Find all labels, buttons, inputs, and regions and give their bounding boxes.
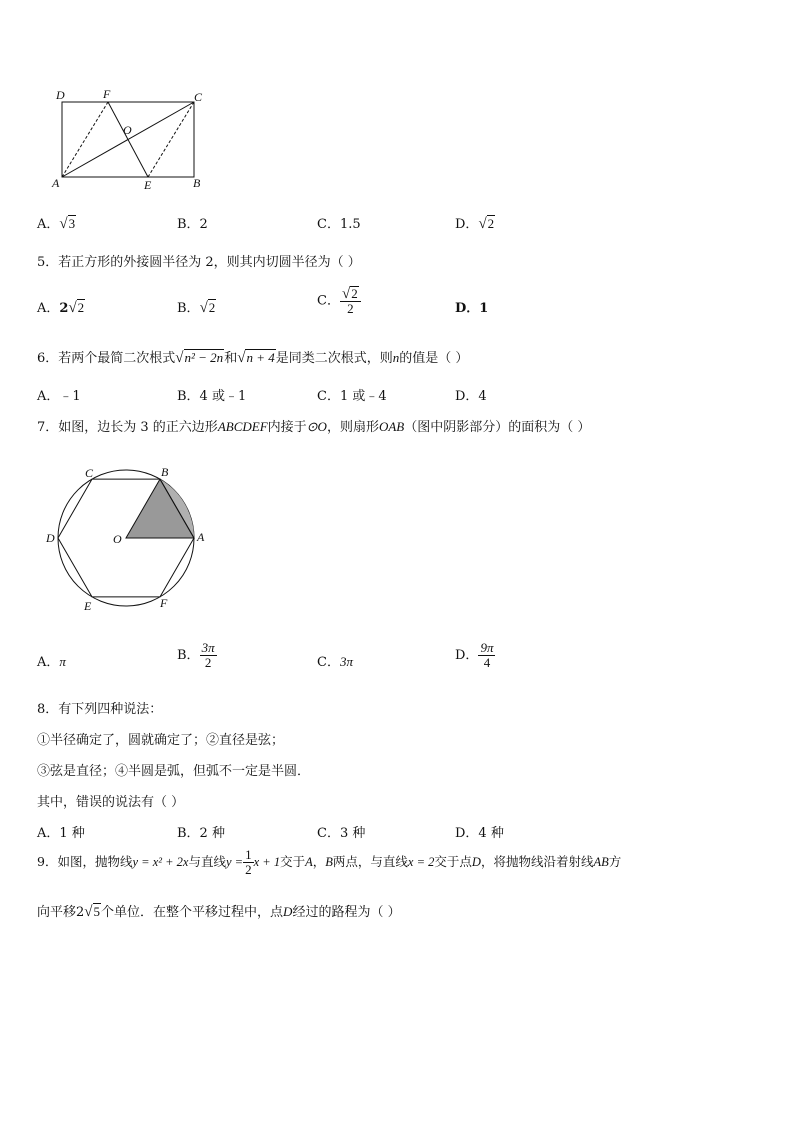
q9-ray-ab: AB: [593, 855, 609, 869]
q7-d-label: D．: [455, 648, 479, 663]
q4-a-radicand: 3: [68, 216, 76, 231]
q5-c-label: C．: [317, 293, 340, 309]
q6-radicand-2: n + 4: [246, 350, 275, 365]
q6-sqrt-1: √n² − 2n: [175, 350, 224, 366]
q5-a-coef: 2: [59, 301, 69, 316]
q8-option-a[interactable]: A．1 种: [37, 826, 85, 841]
q7-stem-b: 内接于: [267, 420, 307, 435]
q8-stem: 8．有下列四种说法：: [37, 702, 163, 717]
q6-suffix: 是同类二次根式，则: [275, 351, 393, 366]
label-A: A: [52, 176, 60, 190]
q7-stem-d: （图中阴影部分）的面积为（ ）: [404, 420, 591, 435]
q7-a-label: A．: [37, 655, 60, 670]
q4-a-sqrt: √3: [59, 216, 76, 232]
q7-hex: ABCDEF: [217, 419, 268, 434]
q7-d-fraction: [478, 641, 495, 670]
hex-label-O: O: [113, 532, 122, 546]
q4-option-b[interactable]: B．2: [177, 217, 208, 232]
q6-mid: 和: [224, 351, 238, 366]
q9-eq-line-pre: y =: [226, 855, 244, 869]
q7-b-fraction: [200, 641, 217, 670]
q4-option-a[interactable]: [37, 213, 76, 233]
q5-option-a[interactable]: [37, 297, 85, 317]
q5-b-label: B．: [177, 301, 200, 316]
q9-eq-x2: x = 2: [407, 855, 435, 869]
q7-a-value: π: [59, 654, 66, 669]
q6-option-a[interactable]: A．﹣1: [37, 389, 81, 404]
q5-b-radicand: 2: [208, 300, 216, 315]
q9-p5: 两点，与直线: [332, 854, 408, 869]
q5-option-d[interactable]: D．1: [455, 301, 489, 316]
q6-end: 的值是（ ）: [399, 351, 469, 366]
q7-b-label: B．: [177, 648, 200, 663]
q7-b-numerator: 3π: [201, 640, 215, 655]
q7-option-c[interactable]: [317, 651, 353, 670]
q7-c-value: 3π: [339, 654, 353, 669]
hexagon-figure: [40, 460, 210, 620]
q5-c-numerator: 2: [351, 286, 358, 301]
q5-a-radicand: 2: [77, 300, 85, 315]
label-B: B: [193, 176, 201, 190]
q4-d-sqrt: √2: [478, 216, 495, 232]
q9-line2-c: 经过的路程为（ ）: [292, 905, 401, 920]
q9-line-1: [37, 848, 621, 877]
q4-option-c[interactable]: C．1.5: [317, 217, 361, 232]
q4-d-label: D．: [455, 217, 479, 232]
q4-a-label: A．: [37, 217, 60, 232]
label-D: D: [56, 88, 65, 102]
q9-point-d: D: [471, 855, 481, 869]
q9-line2-a: 向平移: [37, 905, 77, 920]
q8-line-3: 其中，错误的说法有（ ）: [37, 795, 185, 810]
q9-p6: 交于点: [434, 854, 472, 869]
q9-p8: 方: [608, 854, 622, 869]
q7-stem-a: 7．如图，边长为 3 的正六边形: [37, 420, 218, 435]
q6-sqrt-2: √n + 4: [237, 350, 275, 366]
q8-option-d[interactable]: D．4 种: [455, 826, 504, 841]
q6-option-d[interactable]: D．4: [455, 389, 487, 404]
q9-p7: ，将抛物线沿着射线: [480, 854, 594, 869]
q7-c-label: C．: [317, 655, 340, 670]
q9-line-2: [37, 901, 401, 921]
q7-circle: ⊙O: [306, 419, 327, 434]
q4-option-d[interactable]: [455, 213, 495, 233]
q7-option-d[interactable]: [455, 641, 495, 670]
hex-label-F: F: [160, 596, 168, 610]
q6-option-b[interactable]: B．4 或﹣1: [177, 389, 247, 404]
q9-p2: 与直线: [188, 854, 226, 869]
q5-b-sqrt: √2: [199, 300, 216, 316]
q9-p3: 交于: [280, 854, 306, 869]
hex-label-D: D: [46, 531, 55, 545]
q9-eq-line-num: 1: [245, 847, 252, 862]
q8-option-c[interactable]: C．3 种: [317, 826, 366, 841]
q6-stem: [37, 347, 468, 367]
q7-b-denominator: 2: [204, 655, 212, 670]
q5-c-denominator: 2: [347, 301, 354, 316]
q9-eq-parabola: y = x² + 2x: [132, 855, 189, 869]
q7-d-numerator: 9π: [480, 640, 494, 655]
q9-point-a: A: [305, 855, 313, 869]
q9-eq-line-den: 2: [245, 862, 252, 877]
q7-stem-c: ，则扇形: [326, 420, 379, 435]
q4-d-radicand: 2: [487, 216, 495, 231]
q7-sector: OAB: [378, 419, 405, 434]
q6-var: n: [392, 350, 400, 365]
q5-option-c[interactable]: [317, 286, 361, 316]
q7-option-a[interactable]: [37, 651, 66, 670]
q8-option-b[interactable]: B．2 种: [177, 826, 225, 841]
q9-line2-b: 个单位．在整个平移过程中，点: [101, 905, 284, 920]
q8-line-2: ③弦是直径；④半圆是弧，但弧不一定是半圆．: [37, 764, 311, 779]
q9-point-d-2: D: [283, 904, 293, 919]
label-F: F: [103, 87, 111, 101]
q6-prefix: 6．若两个最简二次根式: [37, 351, 176, 366]
hex-label-E: E: [84, 599, 92, 613]
q9-radicand: 5: [93, 904, 101, 919]
q9-sqrt: √5: [84, 904, 101, 920]
hex-label-C: C: [85, 466, 94, 480]
q7-d-denominator: 4: [483, 655, 491, 670]
q8-line-1: ①半径确定了，圆就确定了；②直径是弦；: [37, 733, 285, 748]
q5-a-sqrt: √2: [68, 300, 85, 316]
q9-point-b: B: [325, 855, 333, 869]
q5-stem: 5．若正方形的外接圆半径为 2，则其内切圆半径为（ ）: [37, 255, 361, 270]
q6-option-c[interactable]: C．1 或﹣4: [317, 389, 387, 404]
q7-option-b[interactable]: [177, 641, 217, 670]
q5-option-b[interactable]: [177, 297, 216, 317]
q7-stem: [37, 416, 590, 435]
q9-p4: ，: [312, 854, 326, 869]
q9-p1: 9．如图，抛物线: [37, 854, 133, 869]
hex-label-B: B: [161, 465, 169, 479]
q9-eq-line-post: x + 1: [253, 855, 281, 869]
q5-a-label: A．: [37, 301, 60, 316]
hex-label-A: A: [197, 530, 205, 544]
label-E: E: [144, 178, 152, 192]
label-C: C: [194, 90, 203, 104]
q6-radicand-1: n² − 2n: [184, 350, 224, 365]
q9-eq-line-fraction: [243, 848, 254, 877]
q5-c-fraction: $\frac{√2}{2}$: [340, 286, 361, 316]
label-O: O: [123, 123, 132, 137]
q9-coef: 2: [76, 905, 85, 920]
rectangle-figure: [40, 86, 220, 196]
